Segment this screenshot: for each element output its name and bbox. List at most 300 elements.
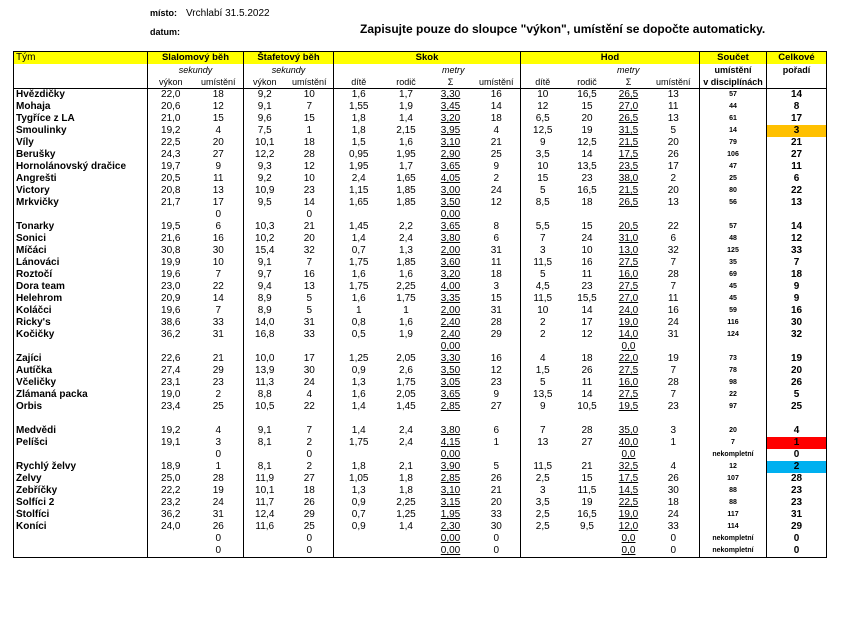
jump-dite[interactable]: 1,4 [351,401,366,412]
team-name[interactable] [14,413,148,425]
team-name[interactable]: Berušky [14,149,148,161]
throw-rodic[interactable]: 11,5 [577,485,597,496]
jump-rodic[interactable]: 1,85 [396,257,416,268]
throw-rodic[interactable]: 24 [581,233,593,244]
jump-dite[interactable] [334,413,384,425]
slalom-vykon[interactable]: 36,2 [161,329,181,340]
jump-rodic[interactable]: 1,95 [396,149,416,160]
team-name[interactable] [14,449,148,461]
team-name[interactable]: Tonarky [14,221,148,233]
team-name[interactable]: Šolfíci 2 [14,497,148,509]
slalom-vykon[interactable]: 19,0 [161,389,181,400]
jump-rodic[interactable]: 2,25 [396,281,416,292]
throw-umisteni: 26 [648,149,700,161]
throw-dite[interactable]: 12 [537,101,549,112]
slalom-vykon[interactable]: 18,9 [161,461,181,472]
jump-dite[interactable]: 1,6 [351,89,366,100]
slalom-vykon[interactable]: 22,6 [161,353,181,364]
throw-rodic[interactable]: 23 [581,281,593,292]
throw-rodic[interactable]: 16 [581,257,593,268]
slalom-umisteni: 22 [194,281,244,293]
team-name[interactable]: Orbis [14,401,148,413]
relay-vykon[interactable]: 10,1 [255,137,275,148]
throw-rodic[interactable]: 15,5 [577,293,597,304]
relay-vykon[interactable]: 13,9 [255,365,275,376]
jump-umisteni: 14 [473,101,521,113]
slalom-vykon[interactable]: 19,9 [161,257,181,268]
throw-rodic[interactable]: 15 [581,221,593,232]
jump-dite[interactable]: 1,4 [351,233,366,244]
jump-dite[interactable]: 1,5 [351,137,366,148]
jump-rodic[interactable]: 1,4 [399,521,413,532]
throw-rodic[interactable]: 23 [581,173,593,184]
jump-rodic[interactable]: 1 [403,305,409,316]
jump-dite[interactable]: 0,5 [351,329,366,340]
relay-vykon[interactable]: 10,3 [255,221,275,232]
relay-vykon[interactable] [244,449,286,461]
slalom-vykon[interactable]: 38,6 [161,317,181,328]
slalom-vykon[interactable]: 19,7 [161,161,181,172]
slalom-vykon[interactable]: 19,2 [161,125,181,136]
team-name[interactable]: Koláčci [14,305,148,317]
throw-rodic[interactable]: 27 [581,437,593,448]
team-name[interactable]: Hornolánovský dračice [14,161,148,173]
throw-dite[interactable]: 7 [539,233,546,244]
team-name[interactable]: Kočičky [14,329,148,341]
throw-dite[interactable]: 7 [539,425,546,436]
throw-rodic[interactable]: 12 [581,329,593,340]
relay-vykon[interactable]: 9,5 [257,197,272,208]
team-name[interactable]: Zajíci [14,353,148,365]
slalom-vykon[interactable]: 23,0 [161,281,181,292]
team-name[interactable]: Štolfíci [14,509,148,521]
slalom-vykon[interactable]: 22,5 [161,137,181,148]
overall-rank [767,413,827,425]
team-name[interactable] [14,341,148,353]
relay-vykon[interactable]: 9,4 [257,281,272,292]
throw-dite[interactable]: 5 [539,377,546,388]
throw-umisteni: 1 [648,437,700,449]
relay-vykon[interactable]: 11,9 [255,473,275,484]
jump-rodic[interactable]: 1,85 [396,185,416,196]
relay-vykon[interactable]: 9,1 [257,257,272,268]
throw-dite[interactable]: 10 [537,305,549,316]
jump-rodic[interactable]: 2,4 [399,425,413,436]
throw-dite[interactable]: 10 [537,161,549,172]
throw-rodic[interactable]: 14 [581,389,593,400]
jump-dite[interactable]: 2,4 [351,173,366,184]
slalom-vykon[interactable] [148,533,194,545]
slalom-vykon[interactable] [148,449,194,461]
team-name[interactable]: Victory [14,185,148,197]
jump-sum: 3,10 [440,485,461,496]
jump-dite[interactable]: 1,15 [349,185,369,196]
slalom-vykon[interactable]: 19,1 [161,437,181,448]
throw-dite[interactable]: 10 [537,89,549,100]
throw-dite[interactable]: 15 [537,173,549,184]
slalom-vykon[interactable]: 19,6 [161,305,181,316]
team-name[interactable]: Mrkvičky [14,197,148,209]
unit-row [14,64,827,76]
team-name[interactable]: Pelíšci [14,437,148,449]
throw-dite[interactable] [521,533,565,545]
throw-rodic[interactable]: 26 [581,365,593,376]
throw-rodic[interactable]: 21 [581,461,593,472]
slalom-vykon[interactable]: 22,2 [161,485,181,496]
throw-dite[interactable]: 1,5 [535,365,550,376]
throw-rodic[interactable]: 15 [581,473,593,484]
slalom-vykon[interactable]: 30,8 [161,245,181,256]
jump-dite[interactable]: 1,75 [349,437,369,448]
team-name[interactable]: Koníci [14,521,148,533]
jump-rodic[interactable] [384,413,429,425]
throw-dite[interactable] [521,341,565,353]
jump-rodic[interactable]: 1,9 [399,329,413,340]
relay-vykon[interactable]: 10,0 [255,353,275,364]
jump-dite[interactable]: 1,25 [349,353,369,364]
jump-dite[interactable]: 1,3 [351,485,366,496]
slalom-vykon[interactable]: 20,9 [161,293,181,304]
throw-rodic[interactable] [565,545,610,558]
table-row [14,317,827,329]
slalom-vykon[interactable]: 25,0 [161,473,181,484]
jump-dite[interactable]: 1,4 [351,425,366,436]
slalom-vykon[interactable]: 21,6 [161,233,181,244]
slalom-vykon[interactable]: 20,6 [161,101,181,112]
jump-rodic[interactable]: 1,6 [399,317,413,328]
relay-umisteni: 21 [286,221,334,233]
slalom-vykon[interactable]: 19,6 [161,269,181,280]
throw-dite[interactable]: 2 [539,317,546,328]
throw-rodic[interactable]: 20 [581,113,593,124]
team-name[interactable]: Roztočí [14,269,148,281]
relay-umisteni: 2 [286,461,334,473]
table-row [14,329,827,341]
throw-dite[interactable]: 5 [539,269,546,280]
throw-dite[interactable]: 13 [537,437,549,448]
relay-vykon[interactable] [244,209,286,221]
throw-dite[interactable]: 11,5 [533,293,553,304]
jump-dite[interactable]: 0,8 [351,317,366,328]
relay-vykon[interactable]: 7,5 [257,125,272,136]
throw-rodic[interactable]: 9,5 [580,521,594,532]
unit-seconds: sekundy [148,64,244,76]
relay-vykon[interactable]: 9,6 [257,113,272,124]
jump-dite[interactable]: 1,3 [351,377,366,388]
team-name[interactable]: Želvy [14,473,148,485]
jump-dite[interactable]: 1,65 [349,197,369,208]
relay-vykon[interactable] [244,545,286,558]
jump-dite[interactable]: 1,45 [349,221,369,232]
jump-rodic[interactable]: 1,65 [396,173,416,184]
team-name[interactable]: Angrešti [14,173,148,185]
slalom-vykon[interactable]: 20,5 [161,173,181,184]
throw-dite[interactable]: 3,5 [535,497,550,508]
jump-dite[interactable]: 1,8 [351,113,366,124]
jump-rodic[interactable]: 1,75 [396,377,416,388]
jump-rodic[interactable]: 1,85 [396,197,416,208]
jump-rodic[interactable]: 1,8 [399,473,413,484]
jump-rodic[interactable]: 1,6 [399,137,413,148]
slalom-vykon[interactable]: 36,2 [161,509,181,520]
jump-dite[interactable]: 1,8 [351,125,366,136]
jump-dite[interactable]: 0,9 [351,365,366,376]
team-name[interactable] [14,545,148,558]
relay-vykon[interactable]: 10,1 [255,485,275,496]
jump-rodic[interactable] [384,449,429,461]
team-name[interactable]: Ricky's [14,317,148,329]
jump-dite[interactable]: 1,6 [351,269,366,280]
relay-vykon[interactable]: 16,8 [255,329,275,340]
throw-dite[interactable]: 5 [539,185,546,196]
jump-dite[interactable]: 0,9 [351,521,366,532]
throw-dite[interactable]: 4 [539,353,546,364]
slalom-vykon[interactable] [148,545,194,558]
throw-dite[interactable]: 11,5 [533,257,553,268]
relay-vykon[interactable]: 10,2 [255,233,275,244]
jump-umisteni: 20 [473,497,521,509]
slalom-vykon[interactable]: 23,2 [161,497,181,508]
sub-slalom-umisteni: umístění [194,76,244,89]
relay-vykon[interactable]: 9,3 [257,161,272,172]
jump-rodic[interactable]: 2,4 [399,437,413,448]
slalom-vykon[interactable]: 23,1 [161,377,181,388]
throw-rodic[interactable] [565,533,610,545]
throw-dite[interactable] [521,209,565,221]
relay-vykon[interactable]: 8,9 [257,293,272,304]
throw-dite[interactable]: 13,5 [533,389,553,400]
relay-vykon[interactable] [244,533,286,545]
team-name[interactable]: Zebříčky [14,485,148,497]
relay-vykon[interactable]: 10,9 [255,185,275,196]
jump-dite[interactable]: 1,75 [349,281,369,292]
place-value[interactable]: Vrchlabí 31.5.2022 [186,8,270,19]
throw-rodic[interactable]: 18 [581,197,593,208]
slalom-vykon[interactable]: 19,5 [161,221,181,232]
overall-rank: 19 [790,353,803,364]
jump-rodic[interactable]: 2,2 [399,221,413,232]
slalom-vykon[interactable]: 27,4 [161,365,181,376]
slalom-vykon[interactable]: 20,8 [161,185,181,196]
throw-rodic[interactable]: 16,5 [577,185,597,196]
jump-dite[interactable]: 1 [355,305,362,316]
jump-dite[interactable] [334,545,384,558]
total-score [700,209,767,221]
jump-dite[interactable]: 1,6 [351,293,366,304]
jump-dite[interactable]: 0,7 [351,245,366,256]
jump-dite[interactable]: 1,95 [349,161,369,172]
jump-dite[interactable] [334,449,384,461]
jump-rodic[interactable]: 1,3 [399,245,413,256]
relay-vykon[interactable]: 8,8 [257,389,272,400]
jump-dite[interactable] [334,341,384,353]
throw-rodic[interactable]: 11 [581,269,593,280]
team-name[interactable]: Včeličky [14,377,148,389]
sub-jump-sigma: Σ [447,77,454,87]
throw-dite[interactable]: 8,5 [535,197,550,208]
team-name[interactable]: Víly [14,137,148,149]
sub-relay-umisteni: umístění [286,76,334,89]
throw-rodic[interactable]: 16,5 [577,89,597,100]
slalom-vykon[interactable]: 19,2 [161,425,181,436]
slalom-vykon[interactable]: 21,0 [161,113,181,124]
team-name[interactable]: Rychlý želvy [14,461,148,473]
slalom-vykon[interactable] [148,413,194,425]
unit-meters: metry [442,65,465,75]
slalom-vykon[interactable]: 24,3 [161,149,181,160]
throw-dite[interactable]: 2,5 [535,473,550,484]
throw-dite[interactable]: 9 [539,137,546,148]
jump-rodic[interactable]: 2,05 [396,353,416,364]
throw-rodic[interactable]: 13,5 [577,161,597,172]
throw-rodic[interactable] [565,449,610,461]
throw-rodic[interactable] [565,209,610,221]
jump-rodic[interactable]: 2,1 [399,461,413,472]
relay-vykon[interactable]: 11,7 [255,497,275,508]
relay-vykon[interactable]: 10,5 [255,401,275,412]
jump-rodic[interactable]: 1,45 [396,401,416,412]
jump-rodic[interactable] [384,533,429,545]
slalom-vykon[interactable] [148,341,194,353]
relay-vykon[interactable]: 9,2 [257,173,272,184]
relay-vykon[interactable] [244,341,286,353]
throw-rodic[interactable]: 14 [581,305,593,316]
throw-dite[interactable]: 2,5 [535,509,550,520]
throw-dite[interactable] [521,545,565,558]
relay-vykon[interactable]: 14,0 [255,317,275,328]
throw-rodic[interactable]: 19 [581,125,593,136]
jump-rodic[interactable] [384,209,429,221]
team-name[interactable]: Tygříce z LA [14,113,148,125]
jump-rodic[interactable]: 1,6 [399,269,413,280]
jump-dite[interactable]: 0,9 [351,497,366,508]
jump-dite[interactable]: 1,8 [351,461,366,472]
slalom-vykon[interactable] [148,209,194,221]
throw-rodic[interactable]: 18 [581,353,593,364]
relay-vykon[interactable]: 11,6 [255,521,275,532]
throw-rodic[interactable]: 14 [581,149,593,160]
team-name[interactable]: Sonici [14,233,148,245]
throw-sum: 32,5 [618,461,639,472]
throw-sum: 16,0 [618,269,639,280]
throw-rodic[interactable]: 17 [581,317,593,328]
team-name[interactable]: Helehrom [14,293,148,305]
jump-rodic[interactable]: 1,4 [399,113,413,124]
slalom-vykon[interactable]: 21,7 [161,197,181,208]
throw-dite[interactable]: 5,5 [535,221,550,232]
team-name[interactable]: Šmoulinky [14,125,148,137]
throw-dite[interactable]: 6,5 [535,113,550,124]
relay-vykon[interactable]: 11,3 [255,377,275,388]
jump-rodic[interactable]: 1,8 [399,485,413,496]
throw-dite[interactable]: 12,5 [533,125,553,136]
overall-rank: 14 [790,221,803,232]
team-name[interactable]: Autíčka [14,365,148,377]
jump-rodic[interactable]: 2,15 [396,125,416,136]
jump-dite[interactable]: 1,6 [351,389,366,400]
throw-dite[interactable]: 11,5 [533,461,553,472]
team-name[interactable]: Míčáci [14,245,148,257]
throw-dite[interactable]: 2,5 [535,521,550,532]
jump-dite[interactable] [334,209,384,221]
relay-vykon[interactable]: 12,2 [255,149,275,160]
throw-rodic[interactable]: 10,5 [577,401,597,412]
team-name[interactable]: Zlámaná packa [14,389,148,401]
jump-rodic[interactable]: 2,4 [399,233,413,244]
jump-rodic[interactable]: 2,6 [399,365,413,376]
throw-rodic[interactable]: 28 [581,425,593,436]
jump-rodic[interactable]: 1,25 [396,509,416,520]
throw-rodic[interactable]: 11 [581,377,593,388]
team-name[interactable] [14,209,148,221]
throw-rodic[interactable]: 15 [581,101,593,112]
throw-rodic[interactable]: 16,5 [577,509,597,520]
relay-vykon[interactable]: 9,1 [257,425,272,436]
throw-rodic[interactable] [565,341,610,353]
jump-dite[interactable]: 1,55 [349,101,369,112]
jump-rodic[interactable]: 2,25 [396,497,416,508]
jump-dite[interactable]: 1,05 [349,473,369,484]
jump-rodic[interactable]: 1,7 [399,161,413,172]
team-name[interactable]: Dora team [14,281,148,293]
relay-vykon[interactable]: 9,7 [257,269,272,280]
throw-dite[interactable]: 4,5 [535,281,550,292]
throw-rodic[interactable] [565,413,610,425]
jump-rodic[interactable]: 1,75 [396,293,416,304]
throw-dite[interactable] [521,413,565,425]
jump-rodic[interactable]: 1,9 [399,101,413,112]
slalom-vykon[interactable]: 23,4 [161,401,181,412]
relay-vykon[interactable]: 8,9 [257,305,272,316]
relay-vykon[interactable]: 8,1 [257,437,272,448]
team-name[interactable]: Mohaja [14,101,148,113]
team-name[interactable] [14,533,148,545]
jump-dite[interactable]: 0,95 [349,149,369,160]
jump-rodic[interactable] [384,545,429,558]
throw-sum: 38,0 [618,173,639,184]
throw-dite[interactable]: 3 [539,485,546,496]
jump-dite[interactable]: 0,7 [351,509,366,520]
jump-rodic[interactable] [384,341,429,353]
jump-sum: 3,65 [440,221,461,232]
jump-rodic[interactable]: 1,7 [399,89,413,100]
throw-dite[interactable]: 9 [539,401,546,412]
throw-rodic[interactable]: 10 [581,245,593,256]
relay-vykon[interactable]: 8,1 [257,461,272,472]
relay-vykon[interactable]: 9,1 [257,101,272,112]
jump-rodic[interactable]: 2,05 [396,389,416,400]
relay-vykon[interactable]: 12,4 [255,509,275,520]
team-name[interactable]: Hvězdičky [14,89,148,102]
relay-vykon[interactable]: 9,2 [257,89,272,100]
team-name[interactable]: Lánováci [14,257,148,269]
table-row [14,449,827,461]
throw-dite[interactable]: 3,5 [535,149,550,160]
throw-rodic[interactable]: 12,5 [577,137,597,148]
relay-vykon[interactable]: 15,4 [255,245,275,256]
jump-dite[interactable] [334,533,384,545]
team-name[interactable]: Medvědi [14,425,148,437]
slalom-vykon[interactable]: 24,0 [161,521,181,532]
jump-dite[interactable]: 1,75 [349,257,369,268]
throw-dite[interactable]: 3 [539,245,546,256]
total-score: 98 [700,377,767,389]
slalom-vykon[interactable]: 22,0 [161,89,181,100]
relay-vykon[interactable] [244,413,286,425]
throw-rodic[interactable]: 19 [581,497,593,508]
throw-dite[interactable] [521,449,565,461]
throw-dite[interactable]: 2 [539,329,546,340]
